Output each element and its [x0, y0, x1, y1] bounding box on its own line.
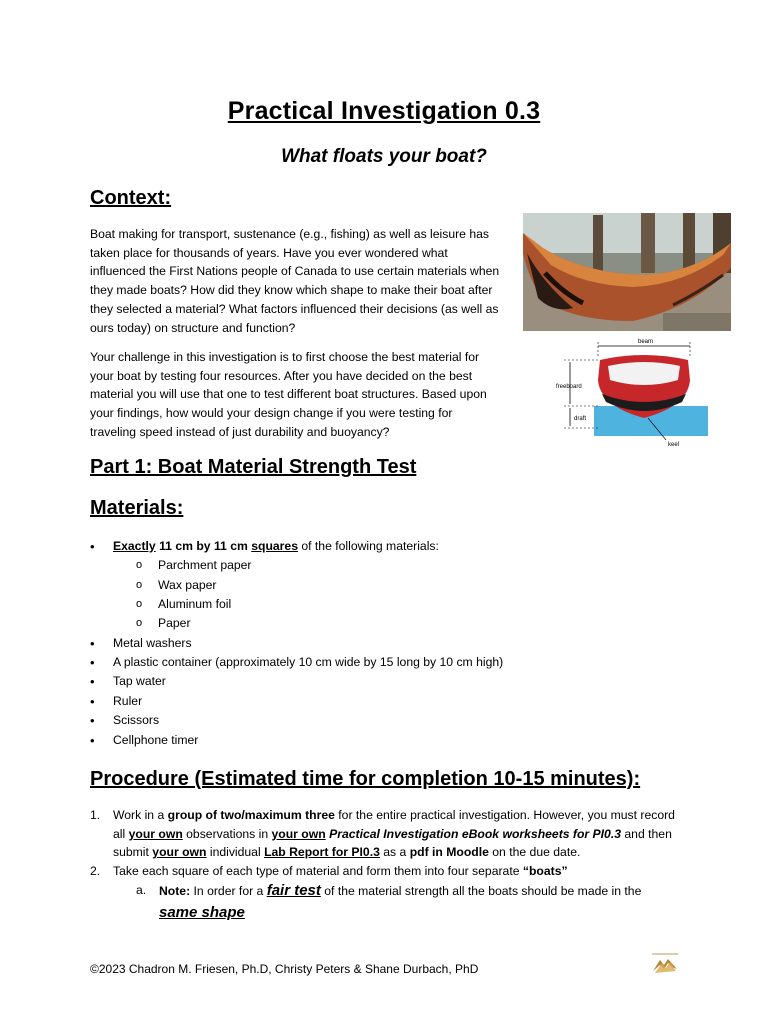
page-title: Practical Investigation 0.3 — [227, 97, 541, 125]
logo-icon — [650, 951, 680, 977]
text: Take each square of each type of material and form them into four separate — [113, 863, 523, 878]
text: group of two/maximum three — [167, 808, 335, 822]
materials-heading: Materials: — [90, 497, 184, 519]
list-item: o Wax paper — [113, 576, 503, 595]
text: Lab Report for PI0.3 — [264, 845, 380, 860]
list-item: o Parchment paper — [113, 556, 503, 575]
list-item: • Metal washers — [90, 634, 503, 653]
text: and then submit — [113, 826, 672, 860]
boat-cross-section-diagram — [542, 336, 708, 450]
page-subtitle: What floats your boat? — [281, 146, 487, 167]
context-heading: Context: — [90, 187, 172, 209]
text: your own — [271, 826, 326, 841]
list-item: • A plastic container (approximately 10 cm wide by 15 long by 10 cm high) — [90, 653, 503, 672]
list-item: • Cellphone timer — [90, 731, 503, 750]
step-number: 1. — [90, 808, 101, 822]
list-item: • Tap water — [90, 672, 503, 691]
text: fair test — [266, 882, 321, 900]
procedure-step-2a — [113, 880, 680, 924]
text: your own — [128, 826, 183, 841]
procedure-step-1 — [90, 806, 680, 862]
diagram-freeboard-label: freeboard — [556, 384, 582, 390]
part1-heading: Part 1: Boat Material Strength Test — [90, 456, 417, 478]
context-paragraph-2: Your challenge in this investigation is to first choose the best material for your boat by testing four resources. After you have decided on the best material you will use that one to test different boat structures. Based upon your findings, how would your design change if you were testing for traveling speed instead of just durability and buoyancy? — [90, 350, 487, 439]
dimensions-text: 11 cm by 11 cm — [155, 539, 252, 553]
material-types-list — [113, 556, 503, 633]
list-item — [90, 537, 503, 634]
text: for the entire practical investigation. However, you must record all — [113, 808, 675, 841]
squares-text: squares — [251, 539, 298, 553]
text: Work in a — [113, 808, 168, 822]
materials-list — [90, 537, 503, 750]
copyright-footer: ©2023 Chadron M. Friesen, Ph.D, Christy Peters & Shane Durbach, PhD — [90, 962, 479, 976]
text: as a — [379, 845, 410, 860]
text: In order for a — [190, 884, 267, 899]
list-item: o Paper — [113, 614, 503, 633]
diagram-keel-label: keel — [668, 442, 680, 448]
procedure-list — [90, 806, 680, 924]
diagram-beam-label: beam — [638, 339, 654, 345]
procedure-heading: Procedure (Estimated time for completion 10-15 minutes): — [90, 768, 641, 790]
step-number: 2. — [90, 863, 101, 878]
context-paragraph-1: Boat making for transport, sustenance (e.g., fishing) as well as leisure has taken place for thousands of years. Have you ever wondered what influenced the First Nations people of Canada to use certain materials when they made boats? How did they know which shape to make their boat after they selected a material? What factors influenced their decisions (as well as ours today) on structure and function? — [90, 227, 500, 335]
text: observations in — [182, 826, 272, 841]
text: on the due date. — [488, 845, 581, 860]
list-item: o Aluminum foil — [113, 595, 503, 614]
text: your own — [152, 845, 207, 860]
procedure-step-2 — [90, 862, 680, 925]
text: pdf in Moodle — [409, 845, 489, 860]
text: same shape — [159, 904, 245, 922]
text: “boats” — [522, 863, 568, 878]
diagram-draft-label: draft — [574, 416, 587, 422]
text: individual — [206, 845, 265, 860]
text: of the material strength all the boats should be made in the — [320, 884, 642, 899]
exactly-text: Exactly — [113, 539, 156, 553]
canoe-photo — [523, 213, 731, 331]
list-item: • Ruler — [90, 692, 503, 711]
text: Practical Investigation eBook worksheets for PI0.3 — [329, 826, 622, 841]
list-item: • Scissors — [90, 711, 503, 730]
materials-suffix-text: of the following materials: — [297, 539, 439, 553]
text: Note: — [159, 884, 191, 899]
step-letter: a. — [136, 883, 147, 898]
